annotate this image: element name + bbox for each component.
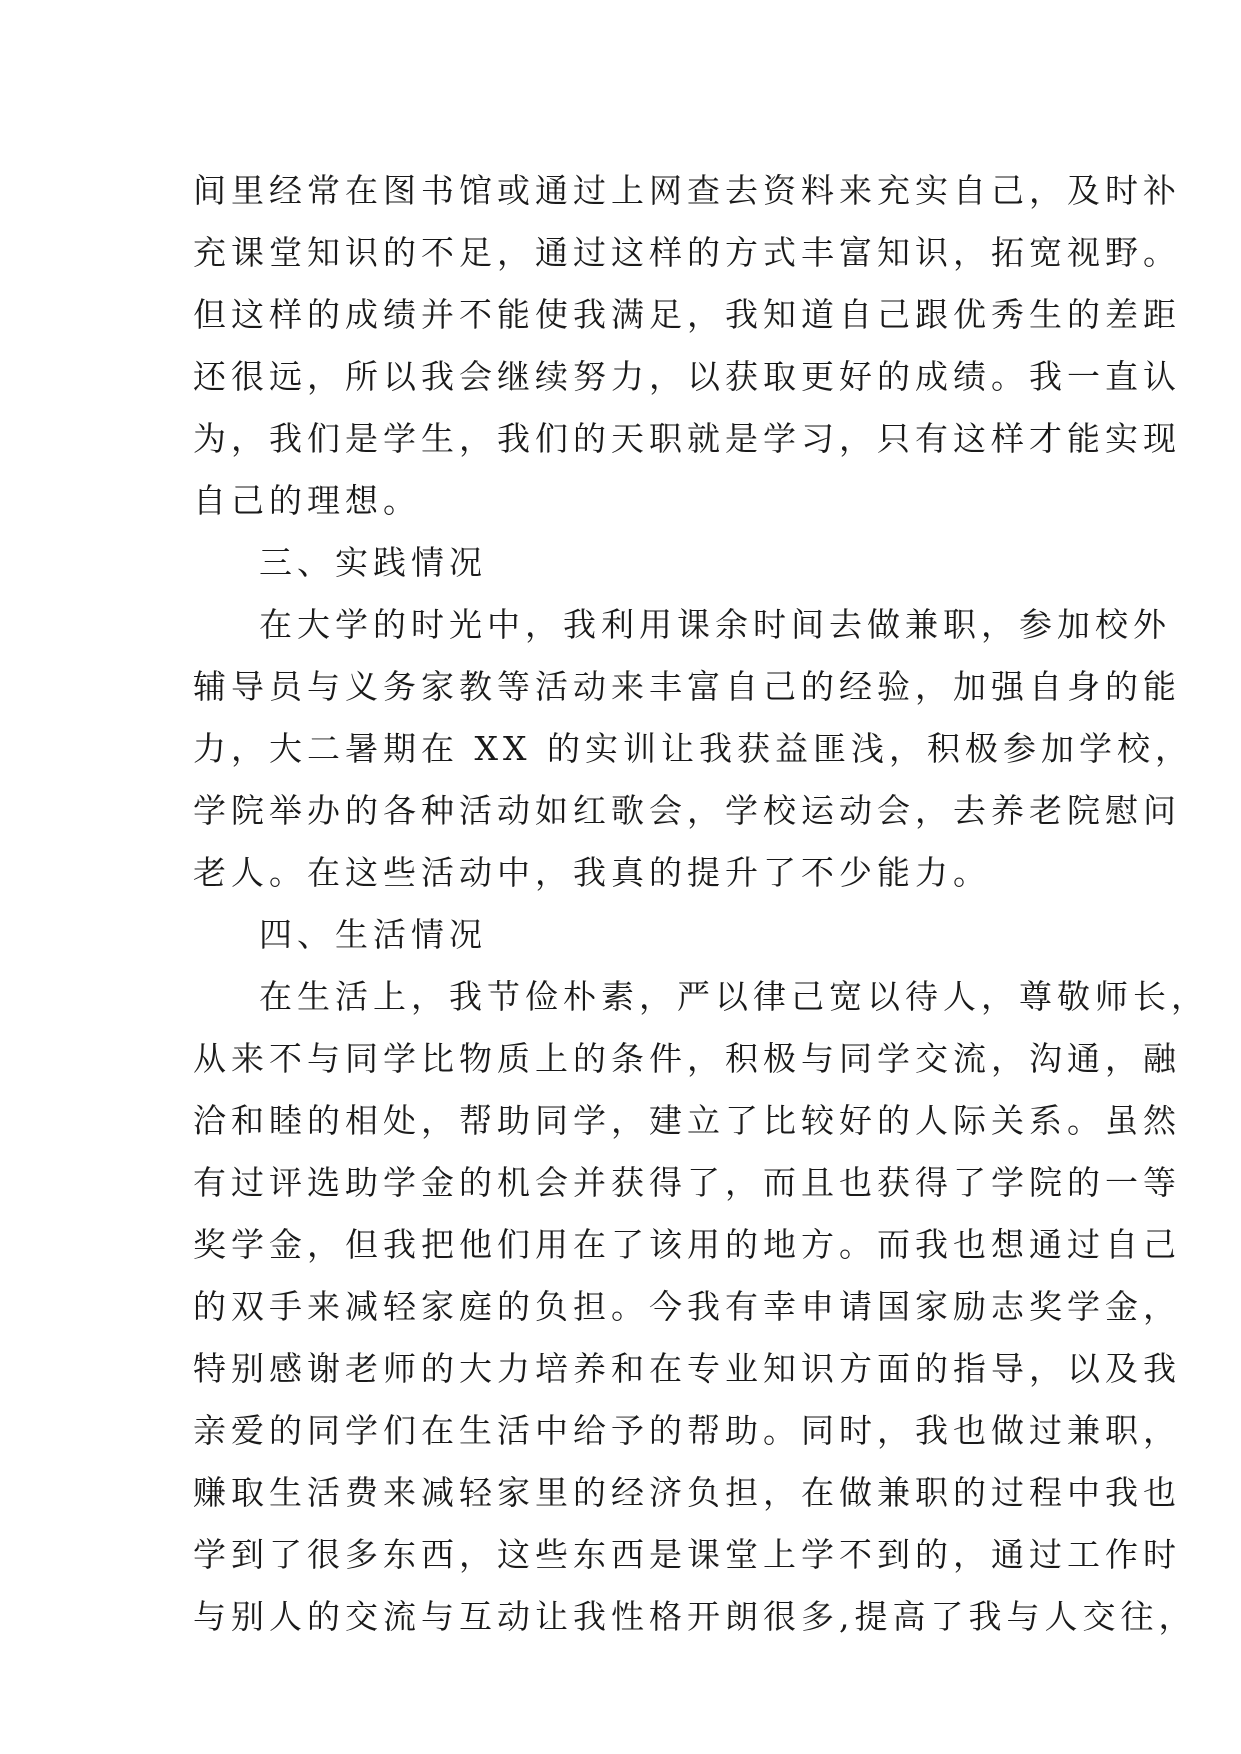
text-line: 还很远，所以我会继续努力，以获取更好的成绩。我一直认 (193, 357, 1181, 396)
text-line: 在生活上，我节俭朴素，严以律己宽以待人，尊敬师长， (259, 977, 1209, 1016)
text-line: 辅导员与义务家教等活动来丰富自己的经验，加强自身的能 (193, 667, 1181, 706)
text-line: 自己的理想。 (193, 481, 421, 520)
section-heading-practice: 三、实践情况 (259, 543, 487, 582)
text-line: 老人。在这些活动中，我真的提升了不少能力。 (193, 853, 991, 892)
text-line: 特别感谢老师的大力培养和在专业知识方面的指导，以及我 (193, 1349, 1181, 1388)
text-line: 有过评选助学金的机会并获得了，而且也获得了学院的一等 (193, 1163, 1181, 1202)
text-line: 亲爱的同学们在生活中给予的帮助。同时，我也做过兼职， (193, 1411, 1181, 1450)
text-line: 充课堂知识的不足，通过这样的方式丰富知识，拓宽视野。 (193, 233, 1181, 272)
text-line: 为，我们是学生，我们的天职就是学习，只有这样才能实现 (193, 419, 1181, 458)
text-line: 学院举办的各种活动如红歌会，学校运动会，去养老院慰问 (193, 791, 1181, 830)
text-line: 间里经常在图书馆或通过上网查去资料来充实自己，及时补 (193, 171, 1181, 210)
text-line: 奖学金，但我把他们用在了该用的地方。而我也想通过自己 (193, 1225, 1181, 1264)
text-line: 的双手来减轻家庭的负担。今我有幸申请国家励志奖学金， (193, 1287, 1181, 1326)
text-line: 与别人的交流与互动让我性格开朗很多,提高了我与人交往， (193, 1597, 1197, 1636)
text-line: 但这样的成绩并不能使我满足，我知道自己跟优秀生的差距 (193, 295, 1181, 334)
text-line: 洽和睦的相处，帮助同学，建立了比较好的人际关系。虽然 (193, 1101, 1181, 1140)
document-body (193, 160, 1209, 1648)
text-line: 从来不与同学比物质上的条件，积极与同学交流，沟通，融 (193, 1039, 1181, 1078)
section-heading-life: 四、生活情况 (259, 915, 487, 954)
text-line: 力，大二暑期在 XX 的实训让我获益匪浅，积极参加学校， (193, 729, 1193, 768)
text-line: 在大学的时光中，我利用课余时间去做兼职，参加校外 (259, 605, 1171, 644)
text-line: 学到了很多东西，这些东西是课堂上学不到的，通过工作时 (193, 1535, 1181, 1574)
text-line: 赚取生活费来减轻家里的经济负担，在做兼职的过程中我也 (193, 1473, 1181, 1512)
